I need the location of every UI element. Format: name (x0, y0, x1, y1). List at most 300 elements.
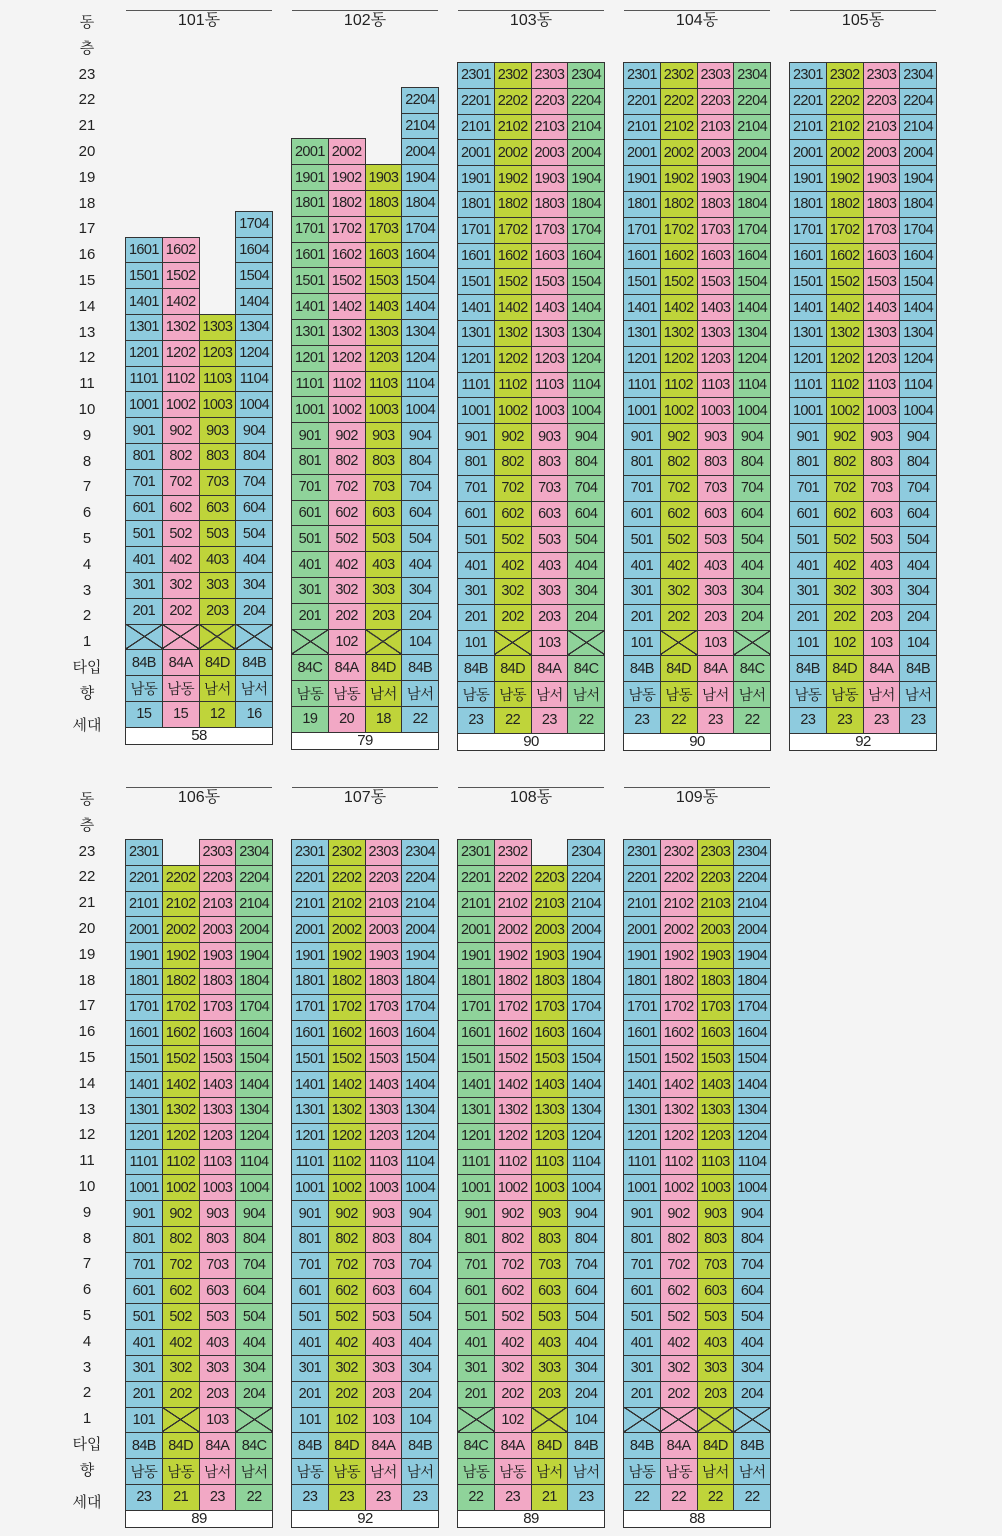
unit-cell: 1501 (126, 1046, 163, 1072)
floor-label: 20 (78, 920, 96, 937)
floor-row (790, 450, 937, 476)
unit-cell: 1004 (402, 397, 439, 423)
unit-cell: 304 (236, 573, 273, 599)
unit-cell: 1204 (568, 1123, 605, 1149)
floor-label: 8 (82, 1229, 92, 1247)
facing-row (126, 1459, 273, 1485)
empty-cell (199, 161, 236, 186)
floor-label: 14 (78, 1074, 96, 1092)
floor-label: 15 (78, 272, 96, 289)
type-cell: 84B (734, 1433, 771, 1459)
unit-cell: 1701 (790, 217, 827, 243)
unit-cell: 803 (697, 1227, 734, 1253)
unit-cell: 501 (458, 1304, 495, 1330)
facing-cell: 남동 (292, 1459, 329, 1485)
unit-cell: 701 (458, 475, 495, 501)
row-label-type: 타입 (72, 659, 102, 676)
unit-cell: 2103 (697, 891, 734, 917)
unit-cell: 504 (734, 1304, 771, 1330)
no-unit-cell (236, 624, 273, 650)
unit-cell: 1604 (568, 243, 605, 269)
floor-row (624, 943, 771, 969)
floor-row (126, 840, 273, 866)
unit-cell: 1203 (199, 340, 236, 366)
unit-cell: 1302 (494, 1098, 531, 1124)
unit-cell: 303 (531, 1356, 568, 1382)
floor-label: 3 (82, 581, 92, 599)
unit-cell: 803 (199, 444, 236, 470)
unit-cell: 1501 (292, 268, 329, 294)
floor-label: 19 (78, 945, 96, 963)
floor-row (126, 1278, 273, 1304)
floor-row (126, 237, 273, 263)
unit-cell: 602 (660, 1278, 697, 1304)
facing-cell: 남동 (494, 682, 531, 708)
unit-cell: 1402 (826, 295, 863, 321)
unit-cell: 1401 (292, 294, 329, 320)
unit-cell: 1803 (697, 192, 734, 218)
unit-cell: 1502 (328, 268, 365, 294)
unit-cell: 1803 (365, 969, 402, 995)
facing-row (292, 681, 439, 707)
unit-cell: 204 (734, 1381, 771, 1407)
unit-cell: 2101 (292, 891, 329, 917)
empty-cell (199, 186, 236, 211)
facing-cell: 남서 (568, 682, 605, 708)
unit-cell: 1103 (697, 1149, 734, 1175)
unit-cell: 203 (697, 1381, 734, 1407)
unit-cell: 1404 (568, 295, 605, 321)
floor-row (292, 1175, 439, 1201)
unit-cell: 1203 (199, 1123, 236, 1149)
unit-cell: 1002 (328, 1175, 365, 1201)
unit-cell: 904 (402, 423, 439, 449)
no-unit-cell (734, 630, 771, 656)
unit-cell: 702 (660, 475, 697, 501)
unit-cell: 2301 (624, 63, 661, 89)
unit-cell: 2103 (697, 114, 734, 140)
type-row (624, 1433, 771, 1459)
unit-cell: 903 (531, 1201, 568, 1227)
floor-row (790, 192, 937, 218)
unit-grid (457, 62, 605, 751)
floor-row (292, 139, 439, 165)
unit-cell: 1304 (402, 1098, 439, 1124)
unit-cell: 804 (402, 1227, 439, 1253)
floor-row (458, 63, 605, 89)
type-cell: 84B (402, 655, 439, 681)
unit-cell: 1702 (328, 994, 365, 1020)
unit-cell: 204 (568, 604, 605, 630)
unit-cell: 703 (697, 1252, 734, 1278)
unit-cell: 304 (734, 1356, 771, 1382)
unit-cell: 2302 (826, 63, 863, 89)
row-label-floor: 층 (79, 816, 95, 834)
floor-row (126, 943, 273, 969)
no-unit-cell (660, 630, 697, 656)
floor-row (624, 346, 771, 372)
empty-cell (199, 112, 236, 137)
unit-cell: 1801 (126, 969, 163, 995)
unit-cell: 2001 (458, 140, 495, 166)
unit-cell: 402 (162, 1330, 199, 1356)
unit-cell: 203 (199, 598, 236, 624)
floor-row (790, 398, 937, 424)
total-row (458, 733, 605, 750)
row-label-facing: 향 (79, 1461, 95, 1479)
count-row (126, 1485, 273, 1511)
unit-cell: 604 (236, 495, 273, 521)
unit-cell: 1101 (126, 366, 163, 392)
empty-cell (199, 87, 236, 112)
unit-cell: 2101 (458, 114, 495, 140)
floor-row (292, 1072, 439, 1098)
unit-cell: 1702 (162, 994, 199, 1020)
unit-cell: 1201 (790, 346, 827, 372)
empty-cell (162, 161, 199, 186)
unit-cell: 1602 (162, 237, 199, 263)
unit-cell: 1703 (365, 216, 402, 242)
count-cell: 12 (199, 702, 236, 728)
unit-cell: 603 (863, 501, 900, 527)
unit-cell: 602 (494, 501, 531, 527)
unit-cell: 2103 (199, 891, 236, 917)
unit-cell: 303 (365, 1356, 402, 1382)
floor-label: 23 (78, 842, 96, 860)
unit-cell: 1303 (697, 321, 734, 347)
floor-row (458, 269, 605, 295)
unit-cell: 203 (863, 604, 900, 630)
unit-cell: 2201 (292, 865, 329, 891)
unit-cell: 1403 (863, 295, 900, 321)
floor-row (790, 604, 937, 630)
empty-cell (365, 62, 402, 87)
unit-cell: 1001 (292, 397, 329, 423)
unit-cell: 401 (624, 553, 661, 579)
count-cell: 23 (365, 1485, 402, 1511)
type-cell: 84C (458, 1433, 495, 1459)
unit-cell: 801 (790, 450, 827, 476)
unit-cell: 204 (402, 1381, 439, 1407)
unit-cell: 702 (826, 475, 863, 501)
count-row (624, 1485, 771, 1511)
count-cell: 23 (494, 1485, 531, 1511)
floor-row (624, 243, 771, 269)
unit-grid (291, 839, 439, 1528)
unit-cell: 1502 (660, 1046, 697, 1072)
unit-cell: 1502 (162, 263, 199, 289)
unit-cell: 2002 (494, 140, 531, 166)
unit-cell: 2104 (568, 891, 605, 917)
unit-cell: 2203 (697, 865, 734, 891)
unit-cell: 2301 (790, 63, 827, 89)
unit-cell: 401 (624, 1330, 661, 1356)
floor-row (458, 450, 605, 476)
unit-cell: 2203 (697, 88, 734, 114)
unit-cell: 2002 (328, 139, 365, 165)
floor-row (624, 166, 771, 192)
type-cell: 84B (790, 656, 827, 682)
unit-cell: 301 (126, 1356, 163, 1382)
type-row (458, 656, 605, 682)
facing-cell: 남동 (660, 682, 697, 708)
unit-cell: 2303 (697, 840, 734, 866)
unit-cell: 1002 (494, 1175, 531, 1201)
unit-cell: 301 (292, 1356, 329, 1382)
floor-row (126, 994, 273, 1020)
unit-cell: 504 (402, 526, 439, 552)
floor-row (292, 526, 439, 552)
unit-cell: 904 (402, 1201, 439, 1227)
unit-cell: 2302 (494, 63, 531, 89)
unit-cell: 2003 (365, 917, 402, 943)
unit-cell: 1504 (568, 269, 605, 295)
unit-cell: 804 (568, 1227, 605, 1253)
unit-cell: 502 (826, 527, 863, 553)
unit-cell: 402 (328, 552, 365, 578)
empty-cell (328, 113, 365, 139)
unit-cell: 1003 (365, 397, 402, 423)
empty-cell (162, 112, 199, 137)
unit-cell: 902 (162, 1201, 199, 1227)
unit-cell: 1004 (734, 1175, 771, 1201)
count-cell: 21 (162, 1485, 199, 1511)
unit-cell: 1204 (734, 346, 771, 372)
unit-cell: 604 (402, 500, 439, 526)
unit-cell: 504 (236, 521, 273, 547)
total-cell: 92 (292, 1510, 439, 1527)
unit-grid (623, 839, 771, 1528)
unit-cell: 504 (402, 1304, 439, 1330)
unit-cell: 203 (199, 1381, 236, 1407)
unit-cell: 202 (826, 604, 863, 630)
unit-cell: 604 (236, 1278, 273, 1304)
type-cell: 84B (624, 656, 661, 682)
unit-cell: 2302 (494, 840, 531, 866)
unit-cell: 1201 (126, 340, 163, 366)
unit-cell: 201 (458, 1381, 495, 1407)
unit-cell: 1504 (734, 1046, 771, 1072)
unit-cell: 503 (365, 526, 402, 552)
unit-cell: 1901 (624, 943, 661, 969)
unit-cell: 604 (568, 501, 605, 527)
unit-cell: 802 (328, 449, 365, 475)
unit-cell: 2104 (734, 891, 771, 917)
unit-cell: 1301 (624, 321, 661, 347)
count-cell: 23 (531, 708, 568, 734)
floor-label: 23 (78, 65, 96, 83)
unit-cell: 602 (328, 500, 365, 526)
unit-cell: 1102 (494, 372, 531, 398)
unit-cell: 901 (292, 423, 329, 449)
unit-cell: 1503 (531, 1046, 568, 1072)
unit-cell: 1803 (365, 191, 402, 217)
floor-row (458, 1304, 605, 1330)
unit-cell: 801 (126, 444, 163, 470)
unit-cell: 1903 (365, 943, 402, 969)
unit-cell: 501 (292, 1304, 329, 1330)
type-row (292, 655, 439, 681)
unit-cell: 1404 (236, 289, 273, 315)
floor-label: 12 (78, 349, 96, 367)
unit-cell: 303 (697, 579, 734, 605)
type-cell: 84A (531, 656, 568, 682)
unit-cell: 1104 (402, 371, 439, 397)
empty-cell (199, 136, 236, 161)
floor-row (126, 87, 273, 112)
unit-cell: 2204 (402, 865, 439, 891)
floor-row (624, 1201, 771, 1227)
floor-row (790, 372, 937, 398)
unit-cell: 601 (624, 1278, 661, 1304)
floor-row (458, 88, 605, 114)
facing-cell: 남동 (494, 1459, 531, 1485)
unit-cell: 803 (863, 450, 900, 476)
unit-cell: 1102 (660, 1149, 697, 1175)
no-unit-cell (292, 629, 329, 655)
unit-cell: 1003 (365, 1175, 402, 1201)
unit-cell: 803 (697, 450, 734, 476)
empty-cell (365, 139, 402, 165)
floor-row (126, 598, 273, 624)
unit-cell: 1501 (624, 269, 661, 295)
floor-label: 1 (82, 1410, 92, 1428)
building-name: 107동 (292, 787, 438, 808)
unit-cell: 704 (734, 1252, 771, 1278)
unit-cell: 402 (660, 1330, 697, 1356)
floor-row (126, 969, 273, 995)
unit-cell: 1304 (236, 1098, 273, 1124)
unit-cell: 803 (365, 1227, 402, 1253)
floor-row (790, 217, 937, 243)
type-cell: 84D (328, 1433, 365, 1459)
unit-cell: 901 (292, 1201, 329, 1227)
unit-cell: 2303 (365, 840, 402, 866)
type-cell: 84C (568, 656, 605, 682)
unit-cell: 1301 (126, 1098, 163, 1124)
unit-cell: 1202 (162, 340, 199, 366)
unit-cell: 1202 (162, 1123, 199, 1149)
count-row (624, 708, 771, 734)
unit-cell: 1202 (328, 1123, 365, 1149)
floor-row (126, 865, 273, 891)
floor-row (624, 88, 771, 114)
unit-cell: 2201 (624, 88, 661, 114)
unit-cell: 403 (531, 1330, 568, 1356)
unit-cell: 1601 (790, 243, 827, 269)
unit-cell: 2002 (328, 917, 365, 943)
count-cell: 19 (292, 707, 329, 733)
total-cell: 90 (458, 733, 605, 750)
floor-label: 1 (82, 633, 92, 651)
empty-cell (236, 186, 273, 211)
floor-row (624, 1227, 771, 1253)
unit-cell: 1702 (328, 216, 365, 242)
unit-cell: 2004 (402, 139, 439, 165)
type-cell: 84B (624, 1433, 661, 1459)
floor-row (790, 501, 937, 527)
unit-cell: 2302 (660, 840, 697, 866)
unit-cell: 1604 (402, 242, 439, 268)
unit-cell: 902 (494, 1201, 531, 1227)
floor-row (126, 1149, 273, 1175)
empty-cell (236, 62, 273, 87)
building-name: 101동 (126, 10, 272, 31)
unit-cell: 1301 (126, 315, 163, 341)
floor-row (458, 346, 605, 372)
type-cell: 84D (162, 1433, 199, 1459)
floor-row (126, 366, 273, 392)
facing-cell: 남서 (734, 1459, 771, 1485)
floor-row (126, 315, 273, 341)
floor-label: 20 (78, 143, 96, 160)
unit-cell: 904 (236, 418, 273, 444)
unit-cell: 904 (568, 1201, 605, 1227)
no-unit-cell (734, 1407, 771, 1433)
unit-cell: 1301 (458, 1098, 495, 1124)
unit-cell: 504 (900, 527, 937, 553)
floor-row (292, 1278, 439, 1304)
unit-cell: 401 (126, 1330, 163, 1356)
unit-cell: 2003 (531, 140, 568, 166)
unit-cell: 604 (568, 1278, 605, 1304)
unit-cell: 1204 (402, 1123, 439, 1149)
floor-row (126, 1072, 273, 1098)
unit-cell: 2202 (660, 88, 697, 114)
unit-cell: 401 (292, 1330, 329, 1356)
unit-cell: 804 (236, 444, 273, 470)
unit-cell: 901 (126, 1201, 163, 1227)
building-106 (124, 787, 274, 1528)
unit-cell: 1003 (863, 398, 900, 424)
unit-cell: 1902 (660, 943, 697, 969)
unit-cell: 1802 (328, 969, 365, 995)
unit-cell: 1404 (568, 1072, 605, 1098)
floor-label: 13 (78, 323, 96, 341)
unit-cell: 2004 (402, 917, 439, 943)
unit-cell: 804 (402, 449, 439, 475)
unit-cell: 1503 (365, 1046, 402, 1072)
total-cell: 92 (790, 733, 937, 750)
unit-cell: 501 (126, 1304, 163, 1330)
unit-cell: 1101 (624, 1149, 661, 1175)
unit-cell: 102 (328, 629, 365, 655)
floor-row (458, 295, 605, 321)
unit-cell: 1701 (624, 217, 661, 243)
unit-cell: 204 (568, 1381, 605, 1407)
unit-cell: 1203 (365, 345, 402, 371)
unit-cell: 1103 (863, 372, 900, 398)
unit-cell: 1504 (236, 1046, 273, 1072)
empty-cell (292, 87, 329, 113)
unit-cell: 801 (624, 1227, 661, 1253)
unit-cell: 504 (568, 527, 605, 553)
floor-row (458, 192, 605, 218)
floor-row (624, 1175, 771, 1201)
empty-cell (365, 113, 402, 139)
unit-cell: 1004 (568, 1175, 605, 1201)
unit-cell: 903 (199, 1201, 236, 1227)
type-row (126, 650, 273, 676)
unit-cell: 604 (734, 1278, 771, 1304)
unit-cell: 1203 (365, 1123, 402, 1149)
unit-cell: 1103 (365, 1149, 402, 1175)
unit-cell: 202 (328, 603, 365, 629)
unit-cell: 2301 (458, 63, 495, 89)
unit-cell: 1004 (236, 1175, 273, 1201)
floor-row (624, 217, 771, 243)
total-row (790, 733, 937, 750)
